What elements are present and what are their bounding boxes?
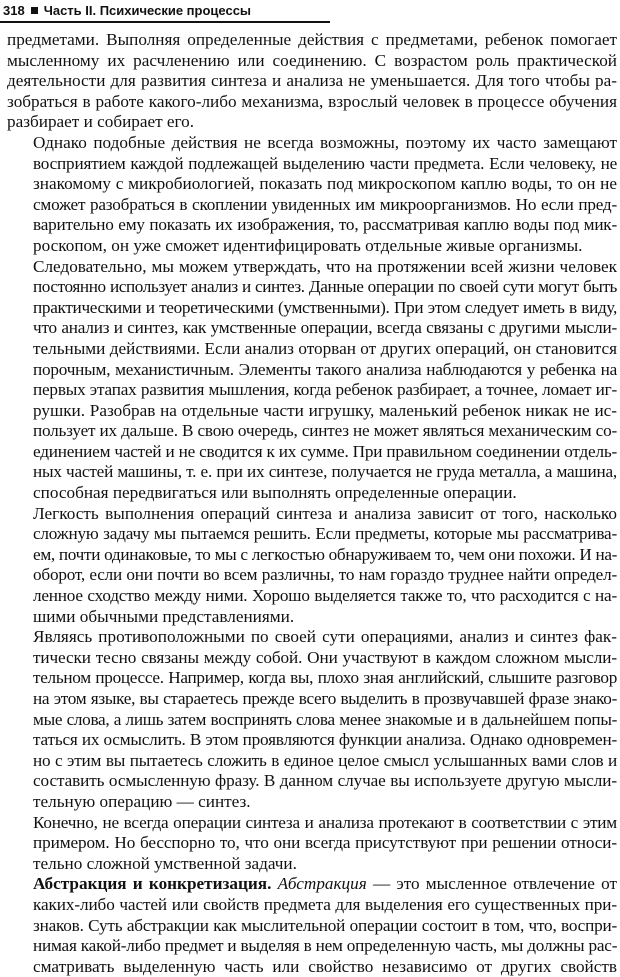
body-text <box>7 30 617 977</box>
text-line: сможет разобраться в скоплении увиденных им микроорганизмов. Но если пред- <box>33 194 617 214</box>
text-line: ных частей машины, т. е. при их синтезе, получается не груда металла, а машина, <box>33 462 617 482</box>
bold-term: Абстракция и конкретизация. <box>33 874 272 894</box>
running-title: Часть II. Психические процессы <box>43 2 252 18</box>
text-line: постоянно использует анализ и синтез. Данные операции по своей сути могут быть <box>33 277 617 297</box>
text-line: ем, почти одинаковые, то мы с легкостью обнаруживаем то, чем они похожи. И на- <box>33 544 618 564</box>
paragraph-abstraction <box>7 874 617 977</box>
text-line: тельном процессе. Например, когда вы, плохо зная английский, слышите разговор <box>33 668 617 688</box>
paragraph <box>7 813 617 875</box>
text-line: каких-либо частей или свойств предмета для выделения его существенных при- <box>33 894 617 914</box>
italic-term: Абстракция <box>277 874 367 894</box>
text-line: пользует их дальше. В свою очередь, синтез не может являться механическим со- <box>33 421 617 441</box>
text-line: рушки. Разобрав на отдельные части игрушку, маленький ребенок никак не ис- <box>33 400 617 420</box>
text-line: нимая какой-либо предмет и выделяя в нем определенную часть, мы должны рас- <box>33 936 618 956</box>
text-line: порочным, механистичным. Элементы такого анализа наблюдаются у ребенка на <box>33 359 617 379</box>
text-line: знакомому с микробиологией, показать под микроскопом каплю воды, то он не <box>33 174 617 194</box>
text-line: Конечно, не всегда операции синтеза и анализа протекают в соответствии с этим <box>33 812 617 832</box>
text-line <box>7 874 617 895</box>
text-line: таться их осмыслить. В этом проявляются функции анализа. Однако одновремен- <box>33 730 617 750</box>
text-line: зобраться в работе какого-либо механизма, взрослый человек в процессе обучения <box>7 91 617 111</box>
page-number: 318 <box>3 2 25 18</box>
text-line: единением частей и не сводится к их сумме. При правильном соединении отдель- <box>33 441 617 461</box>
text-line: Следовательно, мы можем утверждать, что на протяжении всей жизни человек <box>33 256 617 276</box>
text-line: знаков. Суть абстракции как мыслительной операции состоит в том, что, воспри- <box>33 915 617 935</box>
text-line: составить осмысленную фразу. В данном случае вы используете другую мысли- <box>33 771 617 791</box>
text-line: способная передвигаться или выполнять определенные операции. <box>33 483 517 503</box>
paragraph <box>7 504 617 628</box>
text-line: восприятием каждой подлежащей выделению части предмета. Если человеку, не <box>33 153 617 173</box>
text-line: мысленному их расчленению или соединению. С возрастом роль практической <box>7 50 617 70</box>
text-line: но с этим вы пытаетесь сложить в единое целое смысл услышанных вами слов и <box>33 750 617 770</box>
text-line: на этом языке, вы стараетесь прежде всего выделить в прозвучавшей фразе знако- <box>33 689 617 708</box>
text-line: шими обычными представлениями. <box>33 606 295 626</box>
text-line: разбирает и собирает его. <box>7 112 195 132</box>
paragraph <box>7 627 617 812</box>
text-line: тельную операцию — синтез. <box>33 791 251 811</box>
text-line: тически тесно связаны между собой. Они участвуют в каждом сложном мысли- <box>33 647 617 667</box>
text-line: оборот, если они почти во всем различны, то нам гораздо труднее найти определ- <box>33 565 617 585</box>
square-bullet-icon <box>31 7 38 14</box>
text-line: практическими и теоретическими (умственными). При этом следует иметь в виду, <box>33 297 617 317</box>
text-line: первых этапах развития мышления, когда ребенок разбирает, а точнее, ломает иг- <box>33 380 617 400</box>
paragraph <box>7 257 617 504</box>
text-line: ленное сходство между ними. Хорошо выделяется также то, что расходится с на- <box>33 586 617 606</box>
text-line: варительно ему показать их изображения, то, рассматривая каплю воды под мик- <box>33 215 617 235</box>
header-rule <box>0 21 330 23</box>
text-line: Легкость выполнения операций синтеза и анализа зависит от того, насколько <box>33 503 617 523</box>
running-header <box>0 0 330 20</box>
text-line: сматривать выделенную часть или свойство независимо от других свойств <box>33 956 617 976</box>
text-line: деятельности для развития синтеза и анализа не уменьшается. Для того чтобы ра- <box>7 71 617 91</box>
paragraph <box>7 133 617 257</box>
text-line: роскопом, он уже сможет идентифицировать отдельные живые организмы. <box>33 235 583 255</box>
text-line: Являясь противоположными по своей сути операциями, анализ и синтез фак- <box>33 627 617 647</box>
paragraph <box>7 30 617 133</box>
text-line: что анализ и синтез, как умственные операции, всегда связаны с другими мысли- <box>33 318 617 338</box>
text-line: примером. Но бесспорно то, что они всегда присутствуют при решении относи- <box>33 833 617 853</box>
text-line: сложную задачу мы пытаемся решить. Если предметы, которые мы рассматрива- <box>33 524 617 544</box>
text-line: Однако подобные действия не всегда возможны, поэтому их часто замещают <box>33 132 617 152</box>
text-line: мые слова, а лишь затем воспринять слова менее знакомые и в дальнейшем попы- <box>33 709 617 729</box>
text-line: тельно сложной умственной задачи. <box>33 853 297 873</box>
text-line: предметами. Выполняя определенные действия с предметами, ребенок помогает <box>7 30 617 49</box>
first-line-rest: — это мысленное отвлечение от <box>366 874 618 894</box>
text-line: тельными действиями. Если анализ оторван от других операций, он становится <box>33 338 617 358</box>
